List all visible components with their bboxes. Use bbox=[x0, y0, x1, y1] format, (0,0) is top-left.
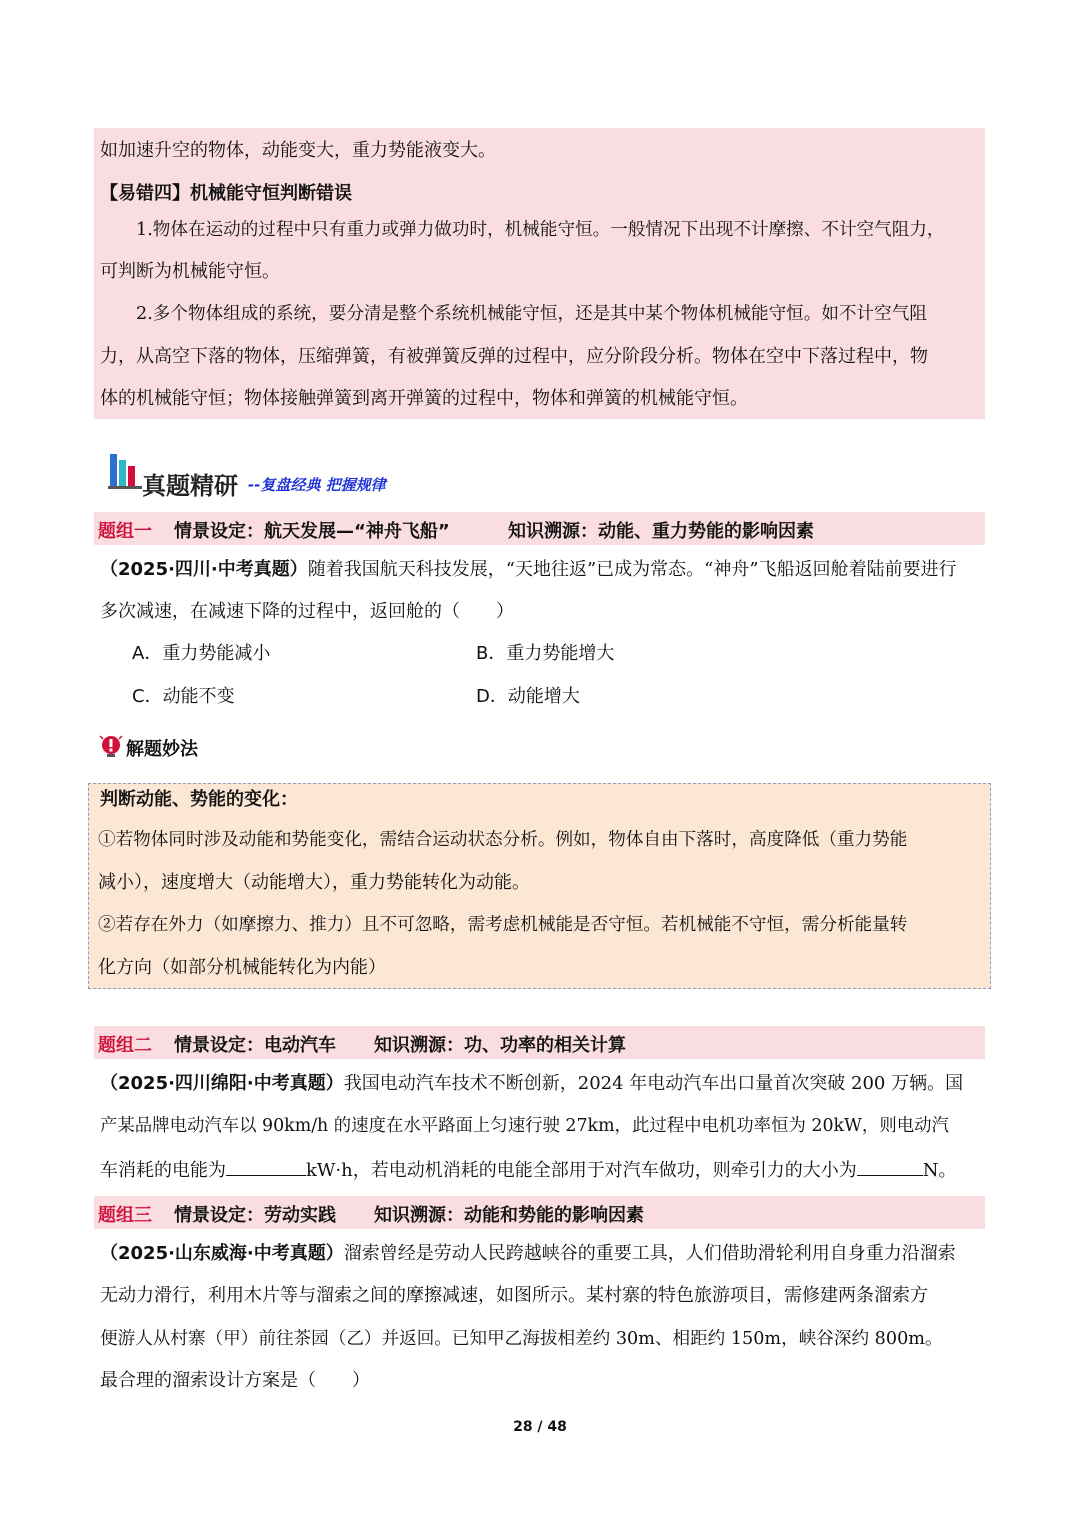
energy-answer-blank[interactable] bbox=[226, 1157, 306, 1176]
option-b-text: 重力势能增大 bbox=[506, 643, 615, 664]
option-c-label: C． bbox=[132, 686, 163, 707]
group-1-tag: 题组一 bbox=[98, 521, 152, 542]
group-1-source: （2025·四川·中考真题） bbox=[100, 559, 308, 580]
group-3-question-line-3: 便游人从村寨（甲）前往茶园（乙）并返回。已知甲乙海拔相差约 30m、相距约 150m，峡谷深约 800m。 bbox=[100, 1329, 943, 1349]
group-3-question-line-2: 无动力滑行，利用木片等与溜索之间的摩擦减速，如图所示。某村寨的特色旅游项目，需修建两条溜索方 bbox=[100, 1285, 928, 1306]
group-2-tag: 题组二 bbox=[98, 1035, 152, 1056]
tips-line-2: 减小），速度增大（动能增大），重力势能转化为动能。 bbox=[98, 872, 530, 893]
mistake-point-2-line-1: 2.多个物体组成的系统，要分清是整个系统机械能守恒，还是其中某个物体机械能守恒。如不计空气阻 bbox=[136, 304, 927, 324]
group-3-knowledge: 知识溯源：动能和势能的影响因素 bbox=[374, 1205, 644, 1226]
option-c[interactable] bbox=[132, 685, 235, 709]
group-3-source: （2025·山东威海·中考真题） bbox=[100, 1243, 344, 1264]
mistake-point-2-line-3: 体的机械能守恒；物体接触弹簧到离开弹簧的过程中，物体和弹簧的机械能守恒。 bbox=[100, 388, 748, 409]
group-2-bar bbox=[94, 1026, 985, 1059]
option-a[interactable] bbox=[132, 642, 270, 666]
mistake-point-1-line-2: 可判断为机械能守恒。 bbox=[100, 261, 280, 282]
option-b-label: B． bbox=[476, 643, 507, 664]
lightbulb-alert-icon bbox=[98, 733, 124, 759]
group-3-question-line-4: 最合理的溜索设计方案是（ ） bbox=[100, 1370, 370, 1391]
group-1-knowledge: 知识溯源：动能、重力势能的影响因素 bbox=[508, 521, 814, 542]
tips-heading: 判断动能、势能的变化： bbox=[100, 789, 298, 810]
group-3-question-text-1: 溜索曾经是劳动人民跨越峡谷的重要工具，人们借助滑轮利用自身重力沿溜索 bbox=[343, 1243, 956, 1264]
option-d-label: D． bbox=[476, 686, 508, 707]
group-3-tag: 题组三 bbox=[98, 1205, 152, 1226]
group-2-scenario: 情景设定：电动汽车 bbox=[174, 1035, 336, 1056]
tips-line-3: ②若存在外力（如摩擦力、推力）且不可忽略，需考虑机械能是否守恒。若机械能不守恒，需分析能量转 bbox=[98, 915, 908, 935]
tips-line-1: ①若物体同时涉及动能和势能变化，需结合运动状态分析。例如，物体自由下落时，高度降低（重力势能 bbox=[98, 830, 908, 850]
group-1-bar bbox=[94, 512, 985, 545]
group-1-scenario: 情景设定：航天发展—“神舟飞船” bbox=[174, 521, 450, 542]
group-3-scenario: 情景设定：劳动实践 bbox=[174, 1205, 336, 1226]
group-2-question-text-3c: N。 bbox=[922, 1160, 957, 1181]
group-2-question-line-1 bbox=[100, 1072, 963, 1096]
force-answer-blank[interactable] bbox=[857, 1157, 923, 1176]
mistake-intro-line: 如加速升空的物体，动能变大，重力势能液变大。 bbox=[100, 140, 496, 161]
mistake-point-2-line-2: 力，从高空下落的物体，压缩弹簧，有被弹簧反弹的过程中，应分阶段分析。物体在空中下落过程中，物 bbox=[100, 346, 928, 367]
option-d-text: 动能增大 bbox=[507, 686, 580, 707]
section-subtitle: --复盘经典 把握规律 bbox=[248, 476, 386, 494]
group-1-question-text-1: 随着我国航天科技发展，“天地往返”已成为常态。“神舟”飞船返回舱着陆前要进行 bbox=[307, 559, 957, 580]
group-1-question-line-2: 多次减速，在减速下降的过程中，返回舱的（ ） bbox=[100, 601, 514, 622]
group-3-question-line-1 bbox=[100, 1242, 956, 1266]
page-number: 28 / 48 bbox=[513, 1419, 567, 1435]
group-2-question-text-1: 我国电动汽车技术不断创新，2024 年电动汽车出口量首次突破 200 万辆。国 bbox=[343, 1073, 964, 1094]
group-1-question-line-1 bbox=[100, 558, 957, 582]
mistake-point-1-line-1: 1.物体在运动的过程中只有重力或弹力做功时，机械能守恒。一般情况下出现不计摩擦、不计空气阻力， bbox=[136, 220, 945, 240]
option-a-label: A． bbox=[132, 643, 163, 664]
books-logo-icon bbox=[108, 452, 142, 490]
group-2-source: （2025·四川绵阳·中考真题） bbox=[100, 1073, 344, 1094]
option-c-text: 动能不变 bbox=[162, 686, 235, 707]
group-3-bar bbox=[94, 1196, 985, 1229]
group-2-question-text-3b: kW·h，若电动机消耗的电能全部用于对汽车做功，则牵引力的大小为 bbox=[306, 1160, 857, 1181]
group-2-question-line-2: 产某品牌电动汽车以 90km/h 的速度在水平路面上匀速行驶 27km，此过程中电机功率恒为 20kW，则电动汽 bbox=[100, 1116, 949, 1136]
tips-line-4: 化方向（如部分机械能转化为内能） bbox=[98, 957, 386, 978]
mistake-heading: 【易错四】机械能守恒判断错误 bbox=[100, 183, 352, 204]
group-2-question-line-3 bbox=[100, 1157, 956, 1183]
section-title: 真题精研 bbox=[142, 472, 238, 500]
group-2-question-text-3a: 车消耗的电能为 bbox=[100, 1160, 226, 1181]
option-a-text: 重力势能减小 bbox=[162, 643, 271, 664]
tips-title: 解题妙法 bbox=[126, 739, 198, 760]
group-2-knowledge: 知识溯源：功、功率的相关计算 bbox=[374, 1035, 626, 1056]
option-d[interactable] bbox=[476, 685, 580, 709]
option-b[interactable] bbox=[476, 642, 614, 666]
